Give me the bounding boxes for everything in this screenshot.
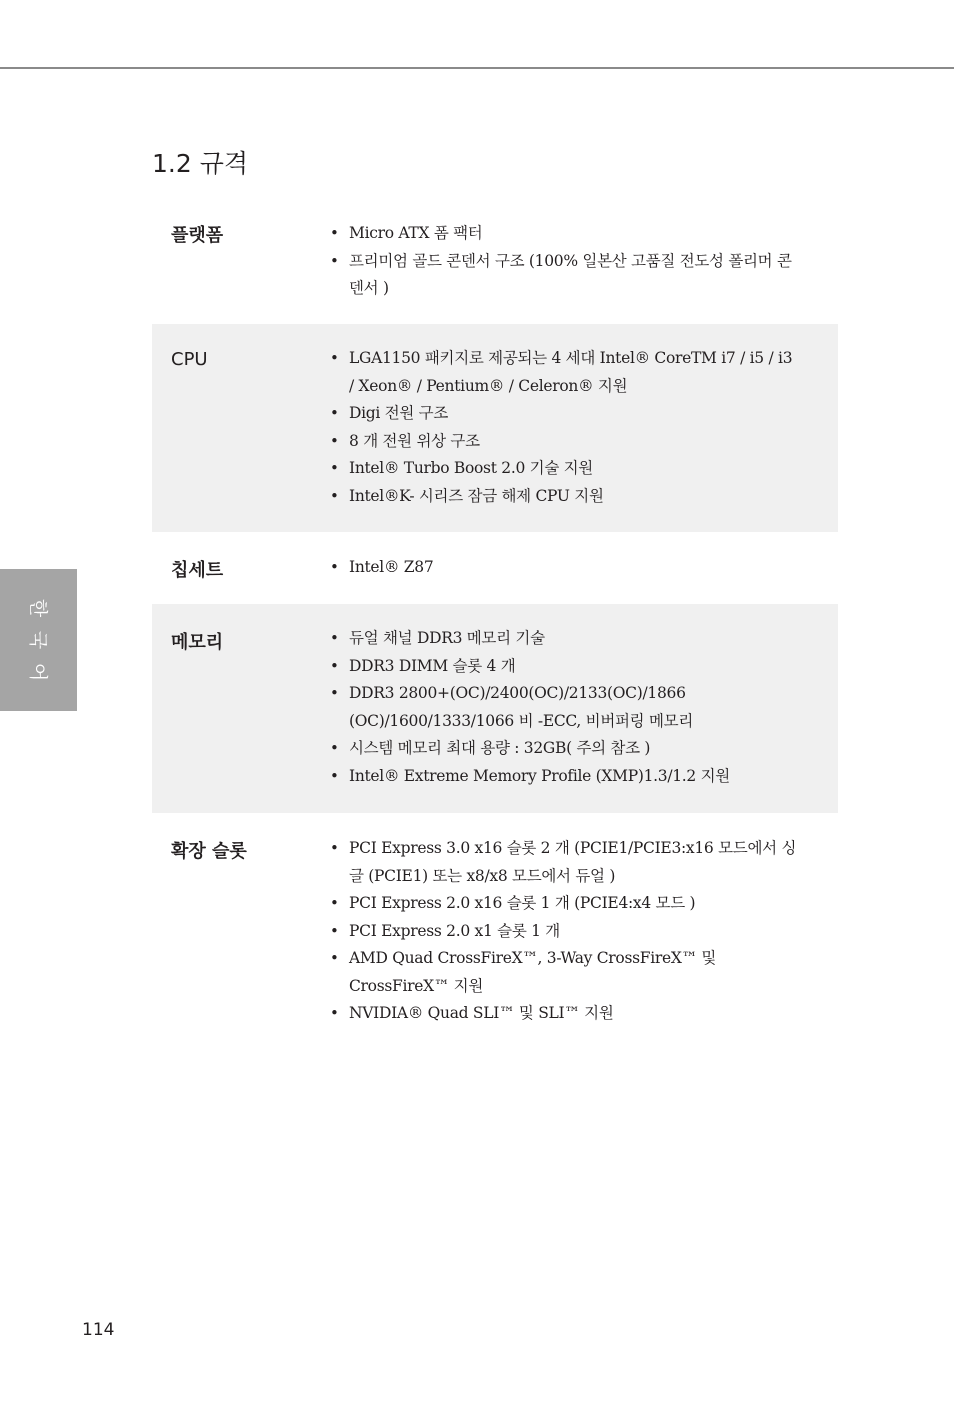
- spec-label-chipset: 칩세트: [171, 560, 224, 581]
- spec-list-cpu: [330, 345, 800, 510]
- spec-item: • 시스템 메모리 최대 용량 : 32GB( 주의 참조 ): [330, 735, 800, 763]
- spec-row-expansion-slots: [152, 813, 838, 1043]
- spec-item: • Intel® Turbo Boost 2.0 기술 지원: [330, 455, 800, 483]
- spec-item: • Intel®K- 시리즈 잠금 해제 CPU 지원: [330, 483, 800, 511]
- spec-row-cpu: [152, 324, 838, 532]
- spec-item: • Intel® Extreme Memory Profile (XMP)1.3/1.2 지원: [330, 763, 800, 791]
- spec-item: • LGA1150 패키지로 제공되는 4 세대 Intel® CoreTM i7 / i5 / i3 / Xeon® / Pentium® / Celeron® 지원: [330, 345, 800, 400]
- spec-item: • PCI Express 2.0 x16 슬롯 1 개 (PCIE4:x4 모드 ): [330, 890, 800, 918]
- section-title: 1.2 규격: [152, 149, 249, 178]
- spec-item: • Intel® Z87: [330, 554, 800, 582]
- spec-item: • AMD Quad CrossFireX™, 3-Way CrossFireX™ 및 CrossFireX™ 지원: [330, 945, 800, 1000]
- spec-row-memory: [152, 604, 838, 813]
- header-rule: [0, 67, 954, 69]
- spec-item: • NVIDIA® Quad SLI™ 및 SLI™ 지원: [330, 1000, 800, 1028]
- spec-item: • DDR3 DIMM 슬롯 4 개: [330, 653, 800, 681]
- spec-item: • PCI Express 2.0 x1 슬롯 1 개: [330, 918, 800, 946]
- spec-list-memory: [330, 625, 800, 790]
- spec-label-cpu: CPU: [171, 349, 208, 370]
- spec-list-expansion-slots: [330, 835, 800, 1028]
- spec-row-chipset: [152, 532, 838, 604]
- spec-item: • 프리미엄 골드 콘덴서 구조 (100% 일본산 고품질 전도성 폴리머 콘덴서 ): [330, 248, 800, 303]
- side-tab-char: 국: [27, 630, 50, 650]
- language-side-tab: [0, 569, 77, 711]
- spec-label-platform: 플랫폼: [171, 225, 224, 246]
- spec-label-expansion-slots: 확장 슬롯: [171, 841, 247, 862]
- spec-list-chipset: [330, 554, 800, 582]
- spec-list-platform: [330, 220, 800, 303]
- spec-item: • Micro ATX 폼 팩터: [330, 220, 800, 248]
- spec-label-memory: 메모리: [171, 632, 224, 653]
- side-tab-char: 한: [27, 598, 50, 618]
- spec-item: • DDR3 2800+(OC)/2400(OC)/2133(OC)/1866 (OC)/1600/1333/1066 비 -ECC, 비버퍼링 메모리: [330, 680, 800, 735]
- spec-row-platform: [152, 212, 838, 322]
- side-tab-char: 어: [27, 662, 50, 682]
- spec-item: • 8 개 전원 위상 구조: [330, 428, 800, 456]
- spec-item: • 듀얼 채널 DDR3 메모리 기술: [330, 625, 800, 653]
- spec-item: • PCI Express 3.0 x16 슬롯 2 개 (PCIE1/PCIE3:x16 모드에서 싱글 (PCIE1) 또는 x8/x8 모드에서 듀얼 ): [330, 835, 800, 890]
- page-number: 114: [82, 1320, 115, 1340]
- spec-item: • Digi 전원 구조: [330, 400, 800, 428]
